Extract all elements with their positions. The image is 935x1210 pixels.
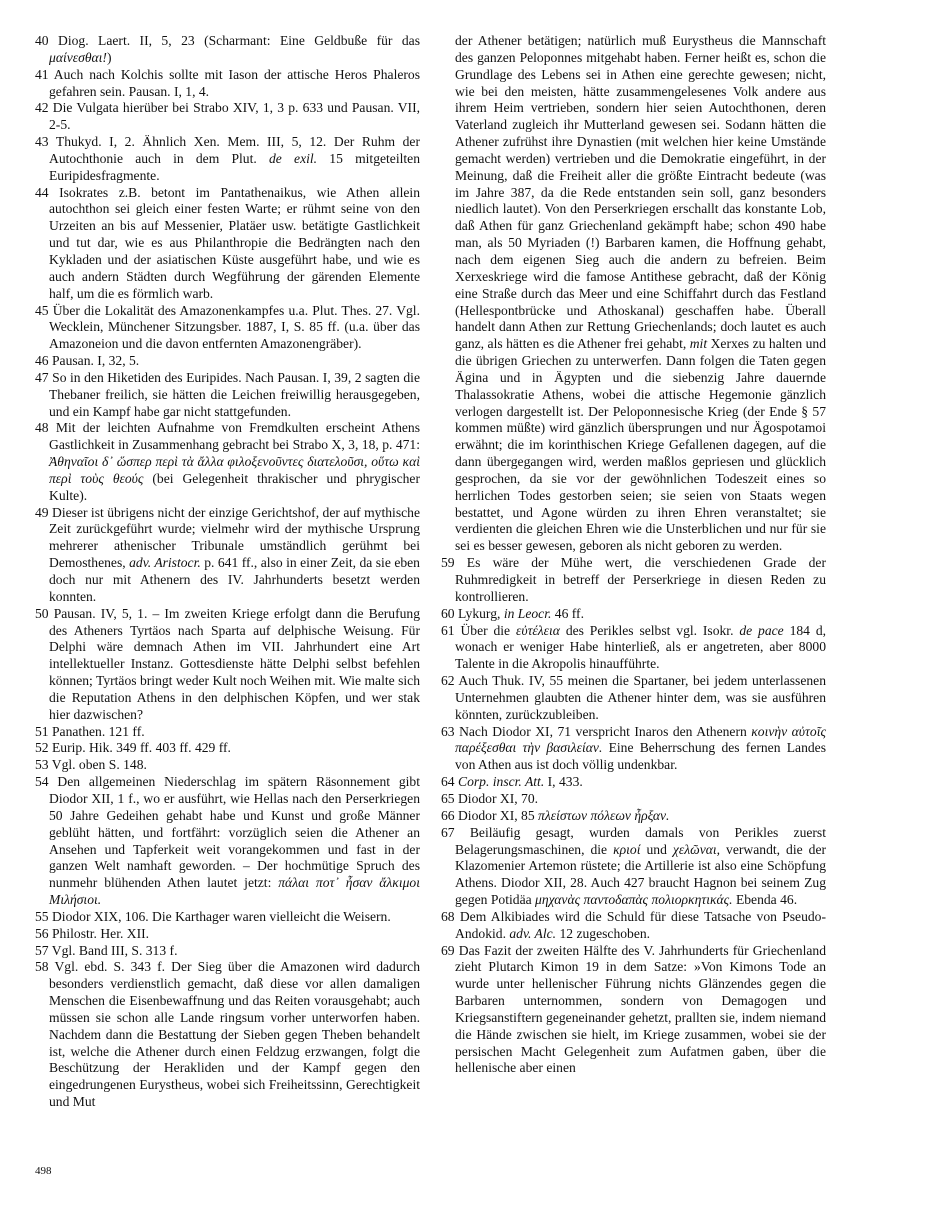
footnote — [35, 303, 420, 354]
footnote-italic-text: μηχανὰς παντοδαπὰς πολιορκητικάς. — [535, 892, 733, 908]
footnote — [441, 825, 826, 909]
footnote-text: 47 So in den Hiketiden des Euripides. Nach Pausan. I, 39, 2 sagten die Thebaner freilich, sie hätten die Leichen freiwillig herausgegeben, und ein Kampf habe gar nicht stattgefunden. — [35, 369, 420, 419]
footnote-italic-text: πλείστων πόλεων ἦρξαν. — [538, 807, 670, 823]
footnote-text: 61 Über die — [441, 622, 516, 638]
footnote-italic-text: Corp. inscr. Att. — [458, 774, 545, 790]
footnote — [35, 740, 420, 757]
footnote-text: 50 Pausan. IV, 5, 1. – Im zweiten Kriege erfolgt dann die Berufung des Atheners Tyrtäos nach Sparta auf delphische Weisung. Für Delphi wäre demnach Athen im VII. Jahrhundert eine Art intellektueller Instanz. Gottesdienste hätte Delphi selbst befehlen können; Tyrtäos bringt weder Kult noch Weihen mit. Wie malte sich die Reputation Athens in den delphischen Köpfen, und wer stak hier dazwischen? — [35, 605, 420, 722]
footnote — [35, 774, 420, 909]
footnote — [35, 926, 420, 943]
footnote — [441, 555, 826, 606]
footnote-italic-text: χελῶναι, — [672, 841, 721, 857]
footnote — [35, 909, 420, 926]
footnote-text: 58 Vgl. ebd. S. 343 f. Der Sieg über die Amazonen wird dadurch besonders verdienstlich gemacht, daß diese vor allen damaligen Menschen die Eisenbewaffnung und das Reiten vorausgehabt; auch müssen sie schon alle Lande ringsum vorher unterworfen haben. Nachdem dann die Bestattung der Sieben gegen Theben behandelt ist, welche die Athener durch einen Feldzug erzwangen, folgt die Beschützung der Herakliden und der Kampf gegen den eingedrungenen Eurystheus, wobei sich Freiheitssinn, Gerechtigkeit und Mut — [35, 959, 420, 1110]
footnote-text: 42 Die Vulgata hierüber bei Strabo XIV, 1, 3 p. 633 und Pausan. VII, 2-5. — [35, 100, 420, 133]
footnote-text: 44 Isokrates z.B. betont im Pantathenaikus, wie Athen allein autochthon sei gleich einer festen Warte; er rühmt seine von den Urzeiten an bis auf Messenier, Platäer usw. betätigte Gastlichkeit und tut dar, wie es aus Philanthropie die Bedrängten nach den Kykladen und der asiatischen Küste ausgeführt habe, und wie es auch andern Städten durch Wegführung der gärenden Elemente half, um die es förmlich warb. — [35, 184, 420, 301]
footnote-text: 46 ff. — [551, 605, 584, 621]
footnote — [441, 943, 826, 1078]
footnote — [35, 505, 420, 606]
footnote-text: 40 Diog. Laert. II, 5, 23 (Scharmant: Eine Geldbuße für das — [35, 33, 420, 48]
footnote-italic-text: in Leocr. — [503, 605, 552, 621]
footnote-italic-text: de exil. — [269, 150, 318, 166]
footnote-italic-text: de pace — [739, 622, 784, 638]
footnote — [35, 353, 420, 370]
footnote — [35, 67, 420, 101]
footnote-text: 66 Diodor XI, 85 — [441, 807, 539, 823]
footnote-text: verwandt, die der Klazomenier Artemon rüstete; die Artillerie ist also eine Schöpfung Athens. Diodor XII, 28. Auch 427 braucht Hagnon bei seinem Zug gegen Potidäa — [455, 841, 827, 908]
footnote-text: 15 mitgeteilten Euripidesfragmente. — [49, 150, 421, 183]
footnote-continuation — [441, 33, 826, 555]
footnote — [35, 185, 420, 303]
left-column — [35, 33, 420, 1111]
footnote-text: 41 Auch nach Kolchis sollte mit Iason der attische Heros Phaleros gefahren sein. Pausan. I, 1, 4. — [35, 66, 420, 99]
footnote — [441, 606, 826, 623]
footnote — [441, 774, 826, 791]
footnote-text: 43 Thukyd. I, 2. Ähnlich Xen. Mem. III, 5, 12. Der Ruhm der Autochthonie auch in dem Plut. — [35, 134, 420, 166]
footnote — [35, 100, 420, 134]
footnote-text: I, 433. — [544, 774, 583, 790]
footnote-italic-text: mit — [689, 336, 708, 352]
footnote-text: 64 — [441, 774, 458, 790]
footnote-italic-text: adv. Alc. — [509, 925, 557, 941]
footnote-text: 55 Diodor XIX, 106. Die Karthager waren vielleicht die Weisern. — [35, 908, 391, 924]
footnote-text: Eine Beherrschung des fernen Landes von Athen aus ist doch völlig undenkbar. — [455, 740, 826, 773]
footnote-text: 67 Beiläufig gesagt, wurden damals von Perikles zuerst Belagerungsmaschinen, die — [441, 824, 826, 857]
footnote-italic-text: κριοί — [613, 841, 641, 857]
footnote — [441, 623, 826, 674]
footnote-text: 45 Über die Lokalität des Amazonenkampfes u.a. Plut. Thes. 27. Vgl. Wecklein, Münchener Sitzungsber. 1887, I, S. 85 ff. (u.a. über das Amazoneion und die davon entfernten Amazonengräber). — [35, 302, 420, 352]
footnote-text: 51 Panathen. 121 ff. — [35, 723, 145, 739]
footnote — [35, 959, 420, 1111]
footnote — [35, 420, 420, 504]
footnote-text: 59 Es wäre der Mühe wert, die verschiedenen Grade der Ruhmredigkeit in betreff der Perserkriege in diesen Reden zu kontrollieren. — [441, 555, 826, 604]
footnote-text: 62 Auch Thuk. IV, 55 meinen die Spartaner, bei jedem unterlassenen Unternehmen glaubten die Athener hinter dem, was sie ausführen könnten, zurückzubleiben. — [441, 673, 826, 722]
footnote — [35, 757, 420, 774]
footnote — [441, 673, 826, 724]
footnote — [35, 724, 420, 741]
footnote-italic-text: adv. Aristocr. — [129, 555, 201, 571]
footnote-text: der Athener betätigen; natürlich muß Eurystheus die Mannschaft des ganzen Peloponnes mitgehabt haben. Ferner heißt es, schon die Grundlage des Lebens sei in Athen eine gerechte gewesen; nicht, wie bei den meisten, hätte zusammengelesenes Volk andere aus ihrem Heim vertrieben, sondern hier seien Autochthonen, deren Vaterland zugleich ihr Mutterland gewesen sei. Sodann hätten die Athener zufrühst ihre Dynastien (mit welchen hier keine Umstände gemacht werden) vertrieben und die Demokratie eingeführt, in der Meinung, daß die Freiheit aller die größte Eintracht bedeute (was im Jahre 387, da die Rede entstanden sein soll, ganz besonders niedlich lautet). Von den Perserkriegen erschallt das konstante Lob, daß Athen für ganz Griechenland gekämpft habe; schon 490 habe man, als 50 Myriaden (!) Barbaren kamen, die Hoffnung gehabt, nach dem eigenen Sieg auch die andern zu befreien. Beim Xerxeskriege wird die famose Antithese gebracht, daß der König eine Straße durch das Meer und eine Schiffahrt durch das Festland (Hellespontbrücke und Athoskanal) geschaffen habe. Überall handelt dann Athen zur Rettung Griechenlands; doch lautet es auch ganz, als hätten es die Athener frei gehabt, — [455, 33, 826, 352]
footnote-text: 54 Den allgemeinen Niederschlag im spätern Räsonnement gibt Diodor XII, 1 f., wo er ausführt, wie Hellas nach den Perserkriegen 50 Jahre Gedeihen gehabt habe und Kunst und große Männer geblüht hätten, und fortfährt: vorzüglich seien die Athener an Ansehen und Tapferkeit weit vorangekommen und fast in der ganzen Welt namhaft geworden. – Der hochmütige Spruch des nunmehr blühenden Athen lautet jetzt: — [35, 774, 420, 891]
footnote-italic-text: μαίνεσθαι! — [49, 49, 107, 65]
footnote-text: 68 Dem Alkibiades wird die Schuld für diese Tatsache von Pseudo-Andokid. — [441, 908, 826, 941]
footnote — [35, 370, 420, 421]
footnote-text: 53 Vgl. oben S. 148. — [35, 757, 147, 773]
footnote-text: Xerxes zu halten und die übrigen Griechen zu unterwerfen. Dann folgen die Taten gegen Ägina und in Ägypten und die siebenzig Jahre dauernde Thalassokratie Athens, wobei die attische Hegemonie gänzlich verlogen dargestellt ist. Der Peloponnesische Krieg (der Ende § 57 kommen müßte) wird gänzlich übersprungen und nur Ägospotamoi erwähnt; die im korinthischen Kriege Gefallenen dagegen, auf die dann übergegangen wird, werden maßlos gepriesen und glücklich gesprochen, da sie vor der gewöhnlichen Todeszeit eines so herrlichen Todes gestorben seien; sie seien von Staats wegen bestattet, und Agone würden zu ihren Ehren veranstaltet; sie verdienten die gleichen Ehren wie die Unsterblichen und nur für sie sei es besser gewesen, geboren als nicht geboren zu werden. — [455, 336, 826, 554]
footnote-text: Ebenda 46. — [732, 892, 798, 908]
footnote-text: 56 Philostr. Her. XII. — [35, 925, 150, 941]
footnote-text: 52 Eurip. Hik. 349 ff. 403 ff. 429 ff. — [35, 740, 231, 756]
footnote-text: 60 Lykurg, — [441, 605, 504, 621]
footnote — [35, 606, 420, 724]
footnote-italic-text: πάλαι ποτ᾽ ἦσαν ἄλκιμοι Μιλήσιοι. — [49, 875, 421, 908]
footnote — [441, 724, 826, 775]
footnote-text: 65 Diodor XI, 70. — [441, 790, 539, 806]
footnote — [441, 791, 826, 808]
footnote-text: (bei Gelegenheit thrakischer und phrygischer Kulte). — [49, 470, 420, 503]
footnote — [441, 909, 826, 943]
footnote-text: 184 d, wonach er weniger Habe hinterließ, als er angetreten, aber 8000 Talente in die Akropolis hinaufführte. — [455, 622, 827, 672]
footnote-italic-text: κοινὴν αὐτοῖς παρέξεσθαι τὴν βασιλείαν. — [455, 723, 826, 756]
footnote-italic-text: εὐτέλεια — [515, 622, 560, 638]
footnote-text: und — [640, 841, 673, 857]
footnote-text: 12 zugeschoben. — [556, 925, 651, 941]
footnote-text: 63 Nach Diodor XI, 71 verspricht Inaros den Athenern — [441, 723, 752, 739]
footnote-text: 69 Das Fazit der zweiten Hälfte des V. Jahrhunderts für Griechenland zieht Plutarch Kimon 19 in dem Satze: »Von Kimons Tode an wurde unter hellenischer Führung nichts Glänzendes gegen die Barbaren unternommen, sondern von Demagogen und Kriegsanstiftern gegeneinander gehetzt, prallten sie, indem niemand die Hände zwischen sie hielt, im Kriege zusammen, wobei sie der persischen Macht Gelegenheit zum Aufatmen gaben, über die hellenische aber einen — [441, 942, 826, 1076]
footnote — [35, 33, 420, 67]
footnote-text: 57 Vgl. Band III, S. 313 f. — [35, 942, 178, 958]
footnote-text: des Perikles selbst vgl. Isokr. — [559, 622, 740, 638]
footnote-text: 49 Dieser ist übrigens nicht der einzige Gerichtshof, der auf mythische Zeit zurückgeführt wurde; vielmehr wird der mythische Ursprung mehrerer athenischer Tribunale umständlich gerühmt bei Demosthenes, — [35, 504, 420, 571]
footnote — [35, 943, 420, 960]
footnote — [35, 134, 420, 185]
footnote — [441, 808, 826, 825]
footnote-text: p. 641 ff., also in einer Zeit, da sie eben doch nur mit Athenern des IV. Jahrhunderts besetzt werden konnten. — [49, 555, 420, 604]
footnote-italic-text: Ἀθηναῖοι δ᾽ ὥσπερ περὶ τὰ ἄλλα φιλοξενοῦντες διατελοῦσι, οὕτω καὶ περὶ τοὺς θεούς — [49, 454, 420, 486]
right-column — [441, 33, 826, 1077]
footnote-text: 48 Mit der leichten Aufnahme von Fremdkulten erscheint Athens Gastlichkeit in Zusammenhang gebracht bei Strabo X, 3, 18, p. 471: — [35, 420, 420, 453]
footnote-text: 46 Pausan. I, 32, 5. — [35, 353, 140, 369]
page-number: 498 — [35, 1165, 52, 1177]
footnote-text: ) — [106, 49, 112, 65]
